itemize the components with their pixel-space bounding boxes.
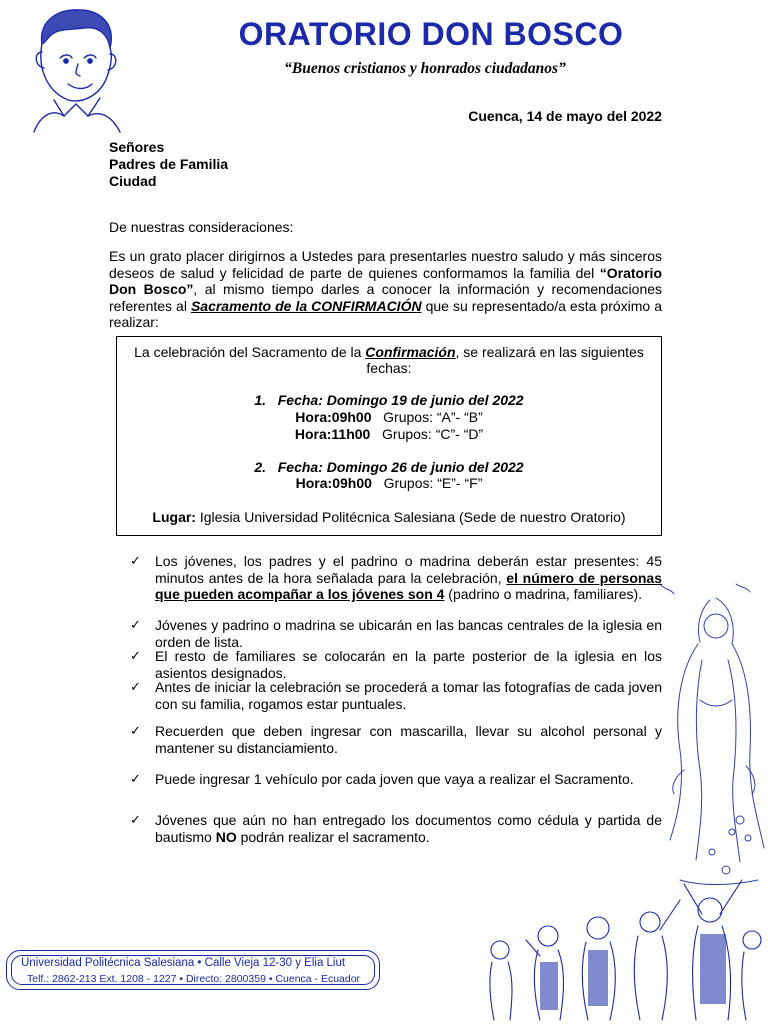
virgin-mary-illustration <box>640 580 768 900</box>
intro-text: Es un grato placer dirigirnos a Ustedes para presentarles nuestro saludo y más sinceros deseos de salud y felicidad de parte de quienes conformamos la familia del <box>109 248 662 281</box>
intro-paragraph <box>109 248 662 331</box>
checkmark-icon: ✓ <box>130 553 141 568</box>
page-title: ORATORIO DON BOSCO <box>238 16 624 52</box>
check-text-part: Jóvenes que aún no han entregado los documentos como cédula y partida de bautismo <box>155 812 662 845</box>
date-label: Fecha: Domingo 26 de junio del 2022 <box>277 459 524 475</box>
time-label: Hora:11h00 <box>294 426 371 442</box>
recipient-line: Señores <box>109 139 165 155</box>
time-slot <box>117 426 661 442</box>
check-item <box>130 812 662 846</box>
groups-label: Grupos: “A”- “B” <box>383 409 483 425</box>
check-item <box>130 648 662 682</box>
intro-text: , al mismo tiempo darles a conocer la información y recomendaciones referentes al <box>109 281 663 314</box>
motto: “Buenos cristianos y honrados ciudadanos” <box>284 60 566 77</box>
groups-label: Grupos: “C”- “D” <box>382 426 484 442</box>
check-text: Antes de iniciar la celebración se procederá a tomar las fotografías de cada joven con su familia, rogamos estar puntuales. <box>155 679 662 712</box>
check-item <box>130 723 662 757</box>
intro-text: que su representado/a esta próximo a realizar: <box>109 297 662 330</box>
date-number: 1. <box>254 392 267 408</box>
footer-address-card <box>6 950 380 990</box>
org-name: “Oratorio Don Bosco” <box>109 264 662 297</box>
schedule-intro <box>117 344 661 376</box>
date-number: 2. <box>254 459 267 475</box>
check-item <box>130 679 662 713</box>
groups-label: Grupos: “E”- “F” <box>383 475 483 491</box>
time-label: Hora:09h00 <box>295 475 372 491</box>
check-emphasis: el número de personas que pueden acompañar a los jóvenes son 4 <box>155 569 662 602</box>
check-text <box>155 553 662 603</box>
check-text: Jóvenes y padrino o madrina se ubicarán en las bancas centrales de la iglesia en orden de lista. <box>155 617 662 650</box>
check-text: Recuerden que deben ingresar con mascarilla, llevar su alcohol personal y mantener su distanciamiento. <box>155 723 662 756</box>
check-text-part: (padrino o madrina, familiares). <box>444 586 643 602</box>
schedule-intro-text: La celebración del Sacramento de la <box>134 344 366 360</box>
footer-address: Universidad Politécnica Salesiana • Calle Vieja 12-30 y Elia Liut <box>21 957 346 969</box>
check-text <box>155 812 662 845</box>
venue-label: Lugar: <box>152 509 196 525</box>
checkmark-icon: ✓ <box>130 679 141 694</box>
checkmark-icon: ✓ <box>130 617 141 632</box>
venue-line <box>117 509 661 525</box>
check-item <box>130 553 662 605</box>
letter-date: Cuenca, 14 de mayo del 2022 <box>468 108 662 124</box>
schedule-intro-text: , se realizará en las siguientes fechas: <box>366 344 644 376</box>
children-group-illustration <box>470 870 768 1024</box>
check-text-part: Los jóvenes, los padres y el padrino o madrina deberán estar presentes: 45 minutos antes de la hora señalada para la celebración, <box>155 553 662 586</box>
check-item <box>130 771 662 789</box>
check-text-part: podrán realizar el sacramento. <box>236 828 430 845</box>
recipient-block <box>109 139 228 190</box>
date-heading-1 <box>117 392 661 408</box>
checkmark-icon: ✓ <box>130 812 141 827</box>
confirmation-word: Confirmación <box>365 344 456 360</box>
checkmark-icon: ✓ <box>130 648 141 663</box>
recipient-line: Ciudad <box>109 173 157 189</box>
time-label: Hora:09h00 <box>295 409 372 425</box>
check-item <box>130 617 662 651</box>
sacrament-name: Sacramento de la CONFIRMACIÓN <box>190 297 422 314</box>
greeting: De nuestras consideraciones: <box>109 219 294 235</box>
footer-contact: Telf.: 2862-213 Ext. 1208 - 1227 • Directo: 2800359 • Cuenca - Ecuador <box>27 973 361 985</box>
date-heading-2 <box>117 459 661 475</box>
time-slot <box>117 475 661 491</box>
boy-portrait-logo <box>24 4 124 136</box>
time-slot <box>117 409 661 425</box>
check-emphasis: NO <box>215 828 237 845</box>
venue-value: Iglesia Universidad Politécnica Salesiana (Sede de nuestro Oratorio) <box>195 509 626 525</box>
date-label: Fecha: Domingo 19 de junio del 2022 <box>277 392 524 408</box>
check-text: Puede ingresar 1 vehículo por cada joven que vaya a realizar el Sacramento. <box>155 771 634 787</box>
schedule-box <box>116 336 662 536</box>
checkmark-icon: ✓ <box>130 771 141 786</box>
checkmark-icon: ✓ <box>130 723 141 738</box>
check-text: El resto de familiares se colocarán en la parte posterior de la iglesia en los asientos designados. <box>155 648 662 681</box>
recipient-line: Padres de Familia <box>109 156 229 172</box>
